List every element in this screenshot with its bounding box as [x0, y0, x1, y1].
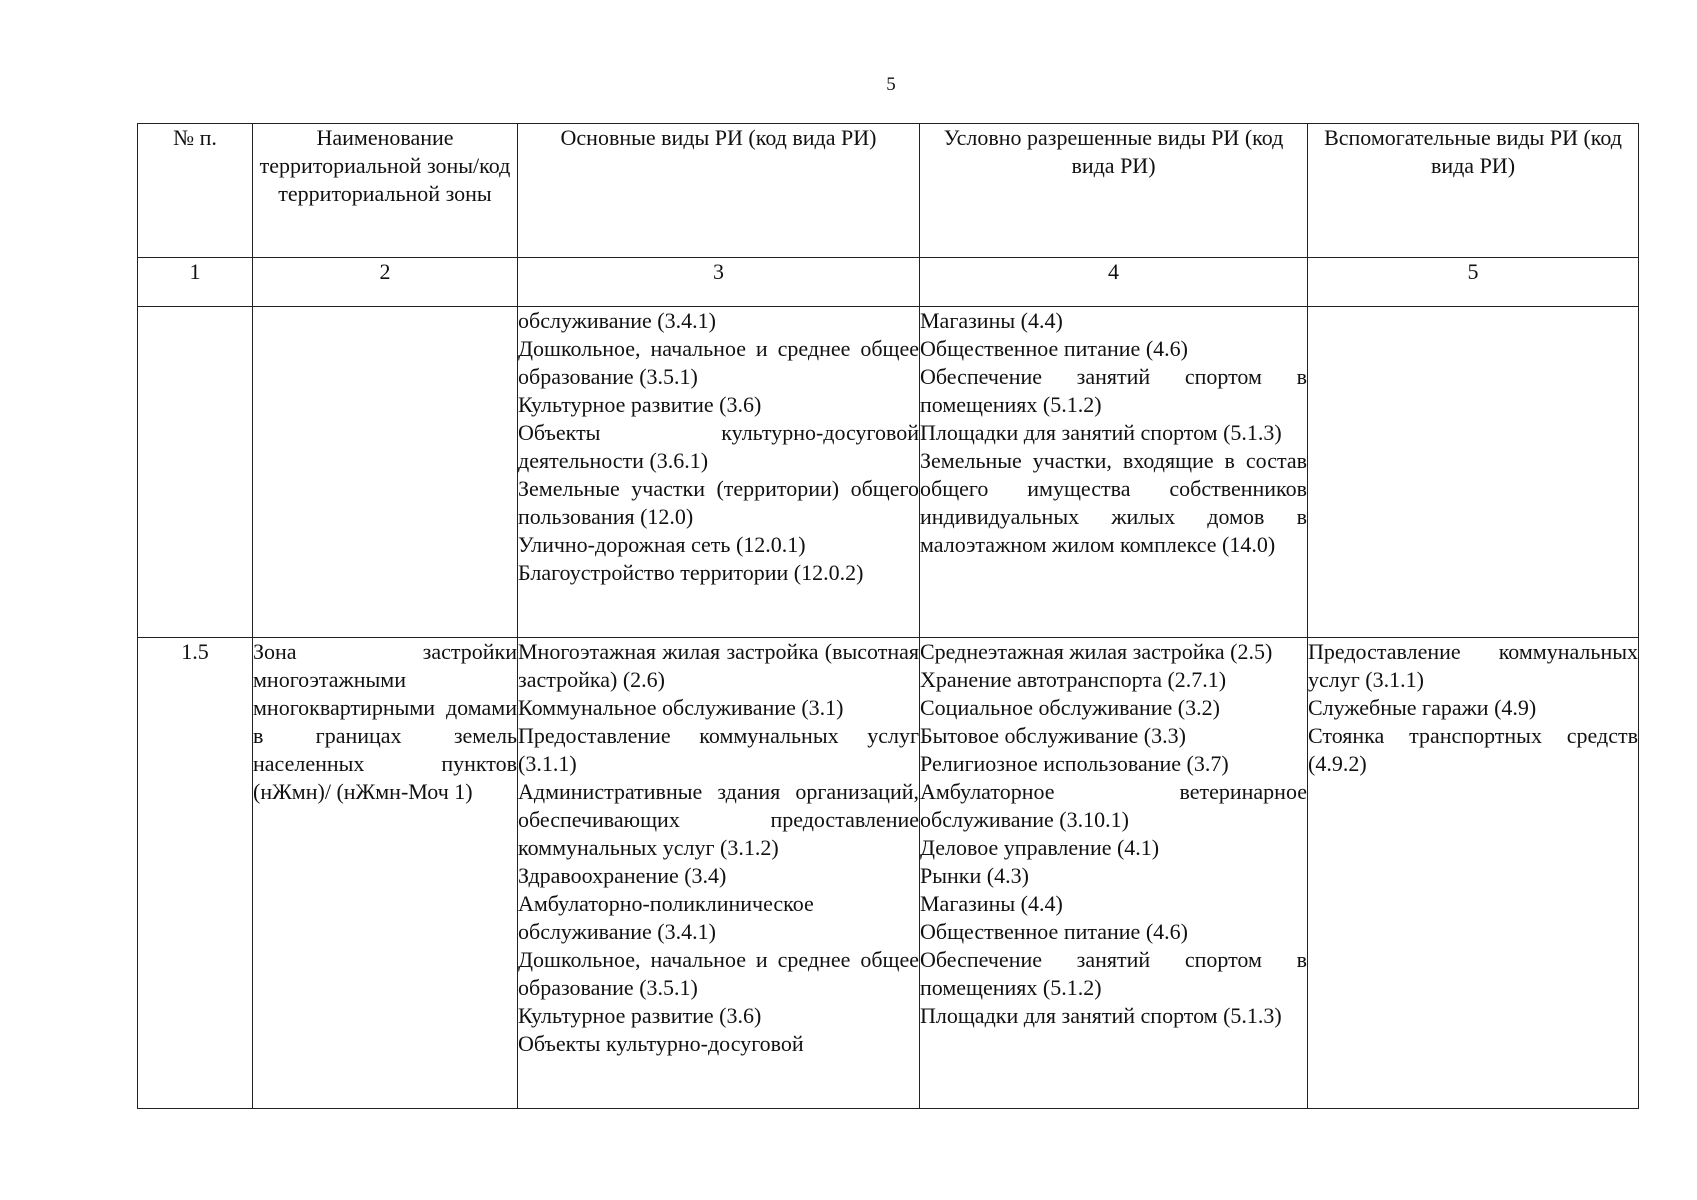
header-auxiliary-uses: Вспомогательные виды РИ (код вида РИ)	[1308, 124, 1639, 258]
list-item: Площадки для занятий спортом (5.1.3)	[920, 420, 1282, 445]
row-number: 1.5	[138, 638, 253, 1109]
list-item: Земельные участки (территории) общего пользования (12.0)	[518, 476, 919, 529]
list-item: Коммунальное обслуживание (3.1)	[518, 695, 844, 720]
conditional-uses-list	[920, 307, 1308, 638]
list-item: обслуживание (3.4.1)	[518, 308, 716, 333]
list-item: Предоставление коммунальных услуг (3.1.1)	[1308, 639, 1638, 692]
list-item: Предоставление коммунальных услуг (3.1.1)	[518, 723, 919, 776]
zone-name	[253, 638, 518, 1109]
list-item: Административные здания организаций, обеспечивающих предоставление коммунальных услуг (3.1.2)	[518, 779, 919, 860]
list-item: Социальное обслуживание (3.2)	[920, 695, 1220, 720]
list-item: Амбулаторное ветеринарное обслуживание (3.10.1)	[920, 779, 1307, 832]
list-item: Обеспечение занятий спортом в помещениях (5.1.2)	[920, 947, 1307, 1000]
main-uses-list	[518, 307, 920, 638]
list-item: Хранение автотранспорта (2.7.1)	[920, 667, 1227, 692]
list-item: Амбулаторно-поликлиническое обслуживание (3.4.1)	[518, 891, 814, 944]
list-item: Объекты культурно-досуговой деятельности (3.6.1)	[518, 420, 919, 473]
zone-name-text: Зона застройки многоэтажными многоквартирными домами в границах земель населенных пунктов (нЖмн)/ (нЖмн-Моч 1)	[253, 639, 517, 804]
auxiliary-uses-list	[1308, 307, 1639, 638]
column-number: 5	[1308, 258, 1639, 307]
list-item: Объекты культурно-досуговой	[518, 1031, 804, 1056]
list-item: Общественное питание (4.6)	[920, 336, 1188, 361]
column-number-row	[138, 258, 1639, 307]
header-number: № п.	[138, 124, 253, 258]
table-row	[138, 638, 1639, 1109]
column-number: 4	[920, 258, 1308, 307]
table-row	[138, 307, 1639, 638]
conditional-uses-list	[920, 638, 1308, 1109]
list-item: Среднеэтажная жилая застройка (2.5)	[920, 639, 1273, 664]
list-item: Рынки (4.3)	[920, 863, 1029, 888]
list-item: Многоэтажная жилая застройка (высотная застройка) (2.6)	[518, 639, 919, 692]
zones-table	[137, 123, 1639, 1109]
row-number	[138, 307, 253, 638]
list-item: Общественное питание (4.6)	[920, 919, 1188, 944]
list-item: Благоустройство территории (12.0.2)	[518, 560, 864, 585]
list-item: Стоянка транспортных средств (4.9.2)	[1308, 723, 1638, 776]
header-zone-name: Наименование территориальной зоны/код территориальной зоны	[253, 124, 518, 258]
list-item: Бытовое обслуживание (3.3)	[920, 723, 1186, 748]
list-item: Земельные участки, входящие в состав общего имущества собственников индивидуальных жилых домов в малоэтажном жилом комплексе (14.0)	[920, 448, 1307, 557]
list-item: Площадки для занятий спортом (5.1.3)	[920, 1003, 1282, 1028]
auxiliary-uses-list	[1308, 638, 1639, 1109]
list-item: Магазины (4.4)	[920, 891, 1063, 916]
main-uses-list	[518, 638, 920, 1109]
list-item: Деловое управление (4.1)	[920, 835, 1160, 860]
list-item: Обеспечение занятий спортом в помещениях (5.1.2)	[920, 364, 1307, 417]
list-item: Дошкольное, начальное и среднее общее образование (3.5.1)	[518, 336, 919, 389]
list-item: Магазины (4.4)	[920, 308, 1063, 333]
table-header-row	[138, 124, 1639, 258]
column-number: 1	[138, 258, 253, 307]
column-number: 2	[253, 258, 518, 307]
header-conditional-uses: Условно разрешенные виды РИ (код вида РИ)	[920, 124, 1308, 258]
list-item: Здравоохранение (3.4)	[518, 863, 727, 888]
list-item: Улично-дорожная сеть (12.0.1)	[518, 532, 806, 557]
page-number: 5	[886, 74, 896, 95]
list-item: Культурное развитие (3.6)	[518, 392, 762, 417]
list-item: Культурное развитие (3.6)	[518, 1003, 762, 1028]
list-item: Служебные гаражи (4.9)	[1308, 695, 1537, 720]
list-item: Дошкольное, начальное и среднее общее образование (3.5.1)	[518, 947, 919, 1000]
header-main-uses: Основные виды РИ (код вида РИ)	[518, 124, 920, 258]
column-number: 3	[518, 258, 920, 307]
list-item: Религиозное использование (3.7)	[920, 751, 1229, 776]
zone-name	[253, 307, 518, 638]
